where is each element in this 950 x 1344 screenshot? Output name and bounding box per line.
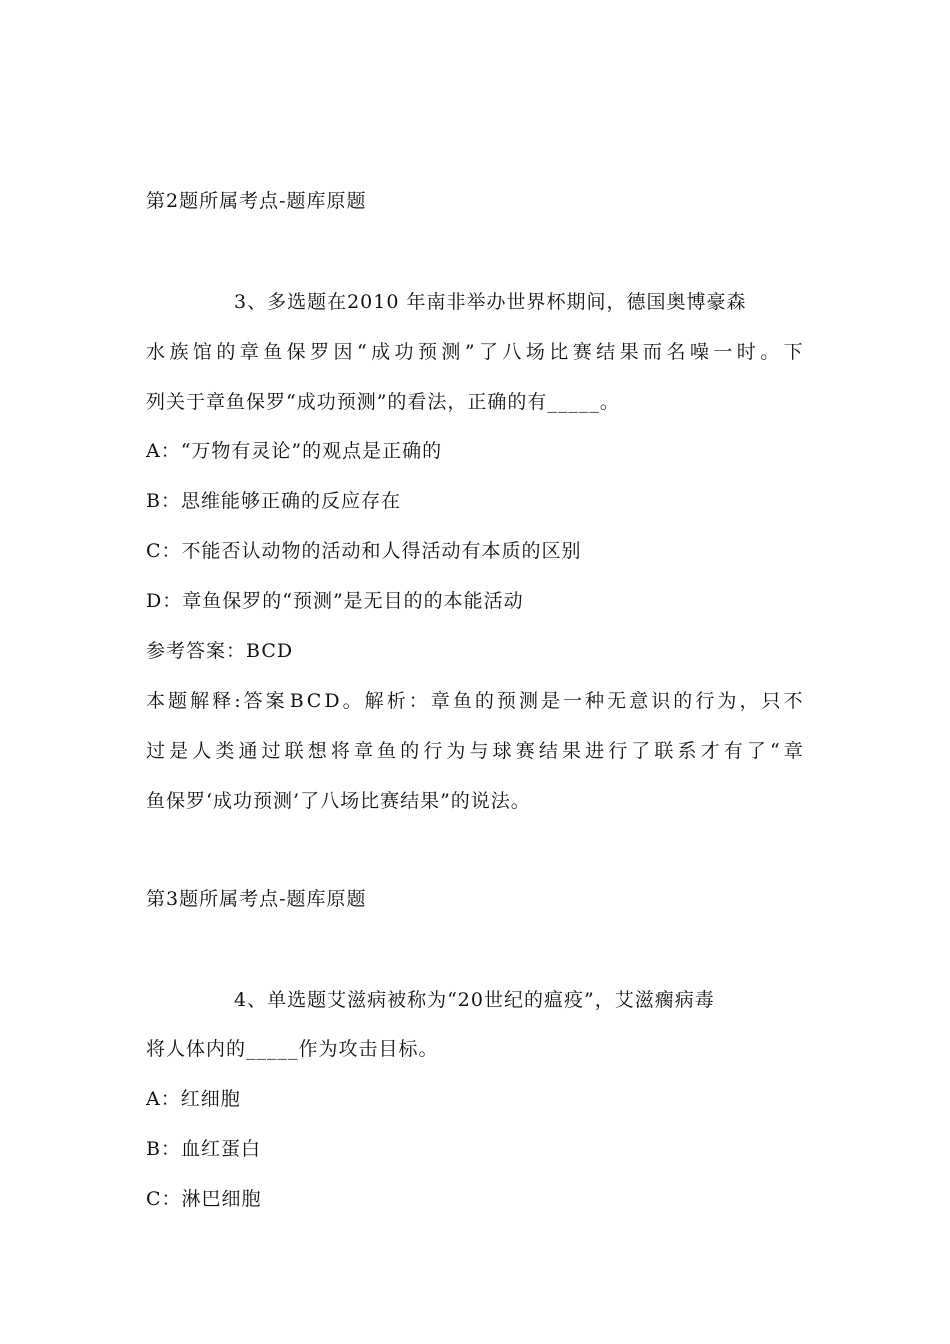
question-4-option-c: C：淋巴细胞 (146, 1188, 262, 1210)
question-4-line-1: 4、单选题艾滋病被称为“20世纪的瘟疫”，艾滋瘸病毒 (234, 989, 715, 1011)
question-3-option-c: C：不能否认动物的活动和人得活动有本质的区别 (146, 540, 582, 562)
question-4-line-2: 将人体内的_____作为攻击目标。 (146, 1038, 439, 1060)
question-3-line-1: 3、多选题在2010 年南非举办世界杯期间，德国奥博豪森 (234, 291, 747, 313)
question-4-option-b: B：血红蛋白 (146, 1138, 261, 1160)
question-3-explanation-line-3: 鱼保罗‘成功预测’了八场比赛结果”的说法。 (146, 790, 531, 812)
question-3-option-b: B：思维能够正确的反应存在 (146, 490, 401, 512)
question-3-explanation-line-2: 过 是 人 类 通 过 联 想 将 章 鱼 的 行 为 与 球 赛 结 果 进 行 了 联 系 才 有 了 “ 章 (146, 740, 804, 762)
question-4-option-a: A：红细胞 (146, 1088, 241, 1110)
section-heading-q3: 第3题所属考点-题库原题 (146, 888, 367, 910)
question-3-line-2: 水 族 馆 的 章 鱼 保 罗 因 “ 成 功 预 测 ” 了 八 场 比 赛 结 果 而 名 噪 一 时 。 下 (146, 341, 804, 363)
question-3-option-d: D：章鱼保罗的“预测”是无目的的本能活动 (146, 590, 524, 612)
question-3-answer: 参考答案：BCD (146, 640, 294, 662)
question-3-option-a: A：“万物有灵论”的观点是正确的 (146, 440, 443, 462)
question-3-line-3: 列关于章鱼保罗“成功预测”的看法，正确的有_____。 (146, 391, 620, 413)
section-heading-q2: 第2题所属考点-题库原题 (146, 190, 367, 212)
question-3-explanation-line-1: 本 题 解 释 : 答 案 B C D 。 解 析 ： 章 鱼 的 预 测 是 一 种 无 意 识 的 行 为 ， 只 不 (146, 690, 804, 712)
